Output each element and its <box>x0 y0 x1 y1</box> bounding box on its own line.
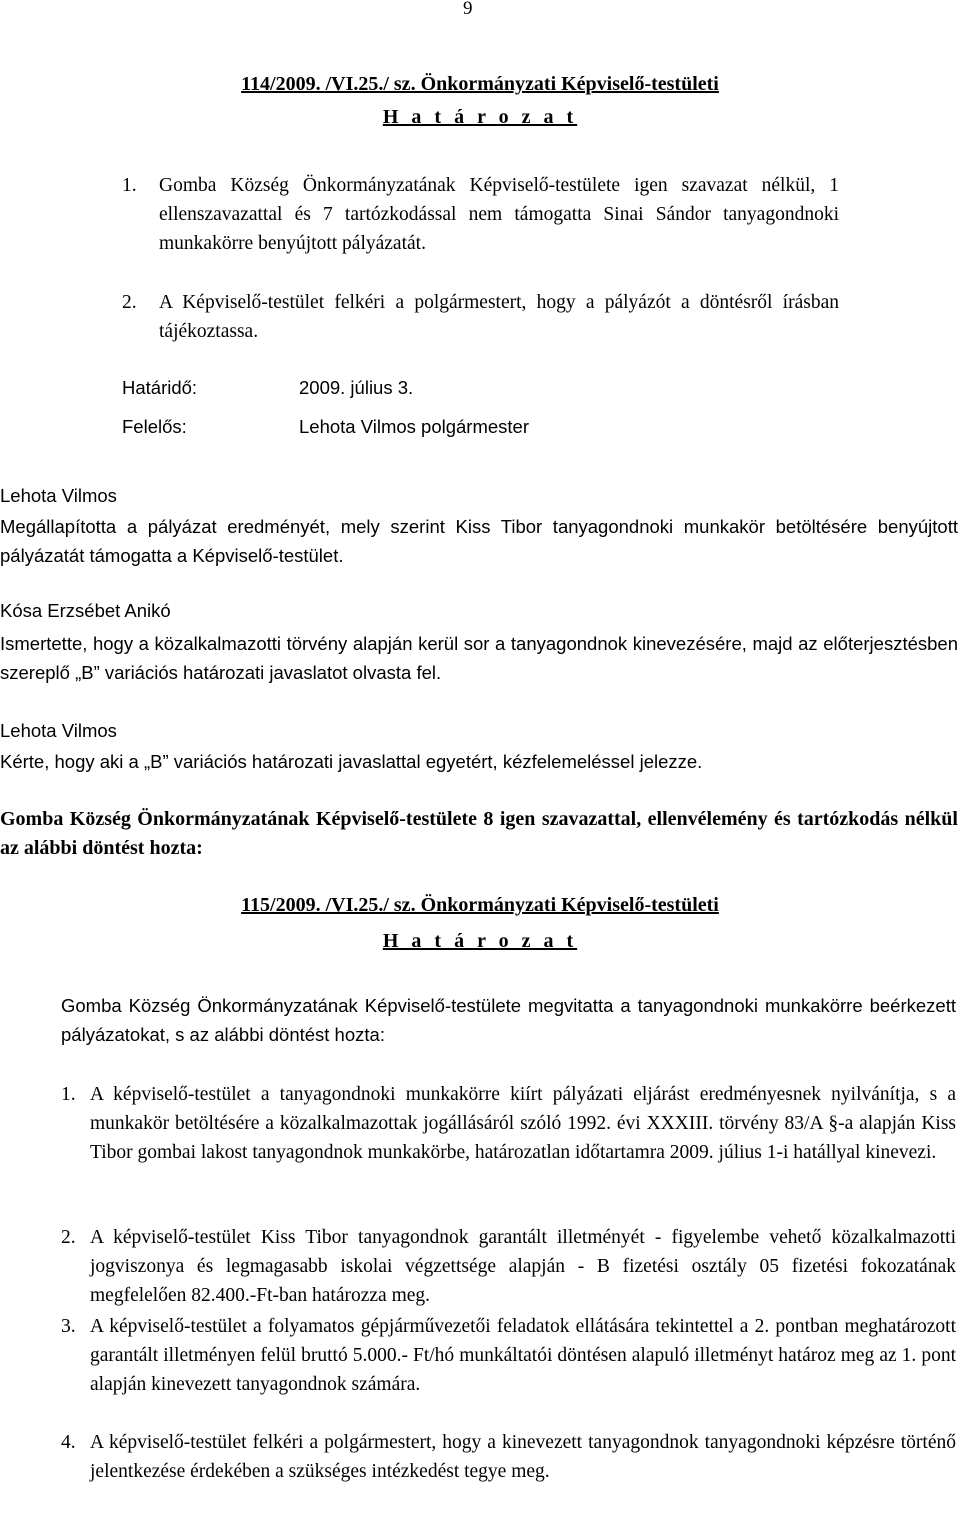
item-number: 1. <box>122 175 137 196</box>
item-text: A képviselő-testület a folyamatos gépjárművezetői feladatok ellátására tekintettel a 2. pontban meghatározott garantált illetményen felül bruttó 5.000.- Ft/hó munkáltatói döntésen alapuló illetményt határoz meg az 1. pont alapján kinevezett tanyagondnok számára. <box>90 1316 956 1395</box>
resolution2-intro: Gomba Község Önkormányzatának Képviselő-testülete megvitatta a tanyagondnoki munkakörre beérkezett pályázatokat, s az alábbi döntést hozta: <box>61 995 956 1045</box>
item-number: 1. <box>61 1084 76 1105</box>
item-number: 2. <box>61 1227 76 1248</box>
item-number: 4. <box>61 1432 76 1453</box>
deadline-label: Határidő: <box>122 377 198 398</box>
resolution2-title: 115/2009. /VI.25./ sz. Önkormányzati Képviselő-testületi <box>241 894 719 916</box>
speech-text: Megállapította a pályázat eredményét, mely szerint Kiss Tibor tanyagondnoki munkakör betöltésére benyújtott pályázatát támogatta a Képviselő-testület. <box>0 516 958 566</box>
item-number: 3. <box>61 1316 76 1337</box>
item-number: 2. <box>122 292 137 313</box>
resolution2-subtitle: H a t á r o z a t <box>382 930 578 952</box>
speech-text: Kérte, hogy aki a „B” variációs határozati javaslattal egyetért, kézfelemeléssel jelezze. <box>0 751 703 772</box>
responsible-label: Felelős: <box>122 416 187 437</box>
speaker-name: Kósa Erzsébet Anikó <box>0 600 171 621</box>
speaker-name: Lehota Vilmos <box>0 485 117 506</box>
resolution1-title: 114/2009. /VI.25./ sz. Önkormányzati Képviselő-testületi <box>241 73 719 95</box>
responsible-value: Lehota Vilmos polgármester <box>299 416 530 437</box>
item-text: A Képviselő-testület felkéri a polgármestert, hogy a pályázót a döntésről írásban tájékoztassa. <box>159 292 839 342</box>
item-text: Gomba Község Önkormányzatának Képviselő-testülete igen szavazat nélkül, 1 ellenszavazattal és 7 tartózkodással nem támogatta Sinai Sándor tanyagondnoki munkakörre benyújtott pályázatát. <box>159 175 839 254</box>
item-text: A képviselő-testület Kiss Tibor tanyagondnok garantált illetményét - figyelembe vehető közalkalmazotti jogviszonya és legmagasabb iskolai végzettsége alapján - B fizetési osztály 05 fizetési fokozatának megfelelően 82.400.-Ft-ban határozza meg. <box>90 1227 956 1306</box>
deadline-value: 2009. július 3. <box>299 377 414 398</box>
page-number: 9 <box>463 0 473 19</box>
speaker-name: Lehota Vilmos <box>0 720 117 741</box>
item-text: A képviselő-testület a tanyagondnoki munkakörre kiírt pályázati eljárást eredményesnek nyilvánítja, s a munkakör betöltésére a közalkalmazottak jogállásáról szóló 1992. évi XXXIII. törvény 83/A §-a alapján Kiss Tibor gombai lakost tanyagondnok munkakörbe, határozatlan időtartamra 2009. július 1-i hatállyal kinevezi. <box>90 1084 956 1163</box>
item-text: A képviselő-testület felkéri a polgármestert, hogy a kinevezett tanyagondnok tanyagondnoki képzésre történő jelentkezése érdekében a szükséges intézkedést tegye meg. <box>90 1432 956 1482</box>
resolution1-subtitle: H a t á r o z a t <box>382 106 578 128</box>
vote-statement: Gomba Község Önkormányzatának Képviselő-testülete 8 igen szavazattal, ellenvélemény és tartózkodás nélkül az alábbi döntést hozta: <box>0 808 958 859</box>
speech-text: Ismertette, hogy a közalkalmazotti törvény alapján kerül sor a tanyagondnok kinevezésére, majd az előterjesztésben szereplő „B” variációs határozati javaslatot olvasta fel. <box>0 633 958 683</box>
